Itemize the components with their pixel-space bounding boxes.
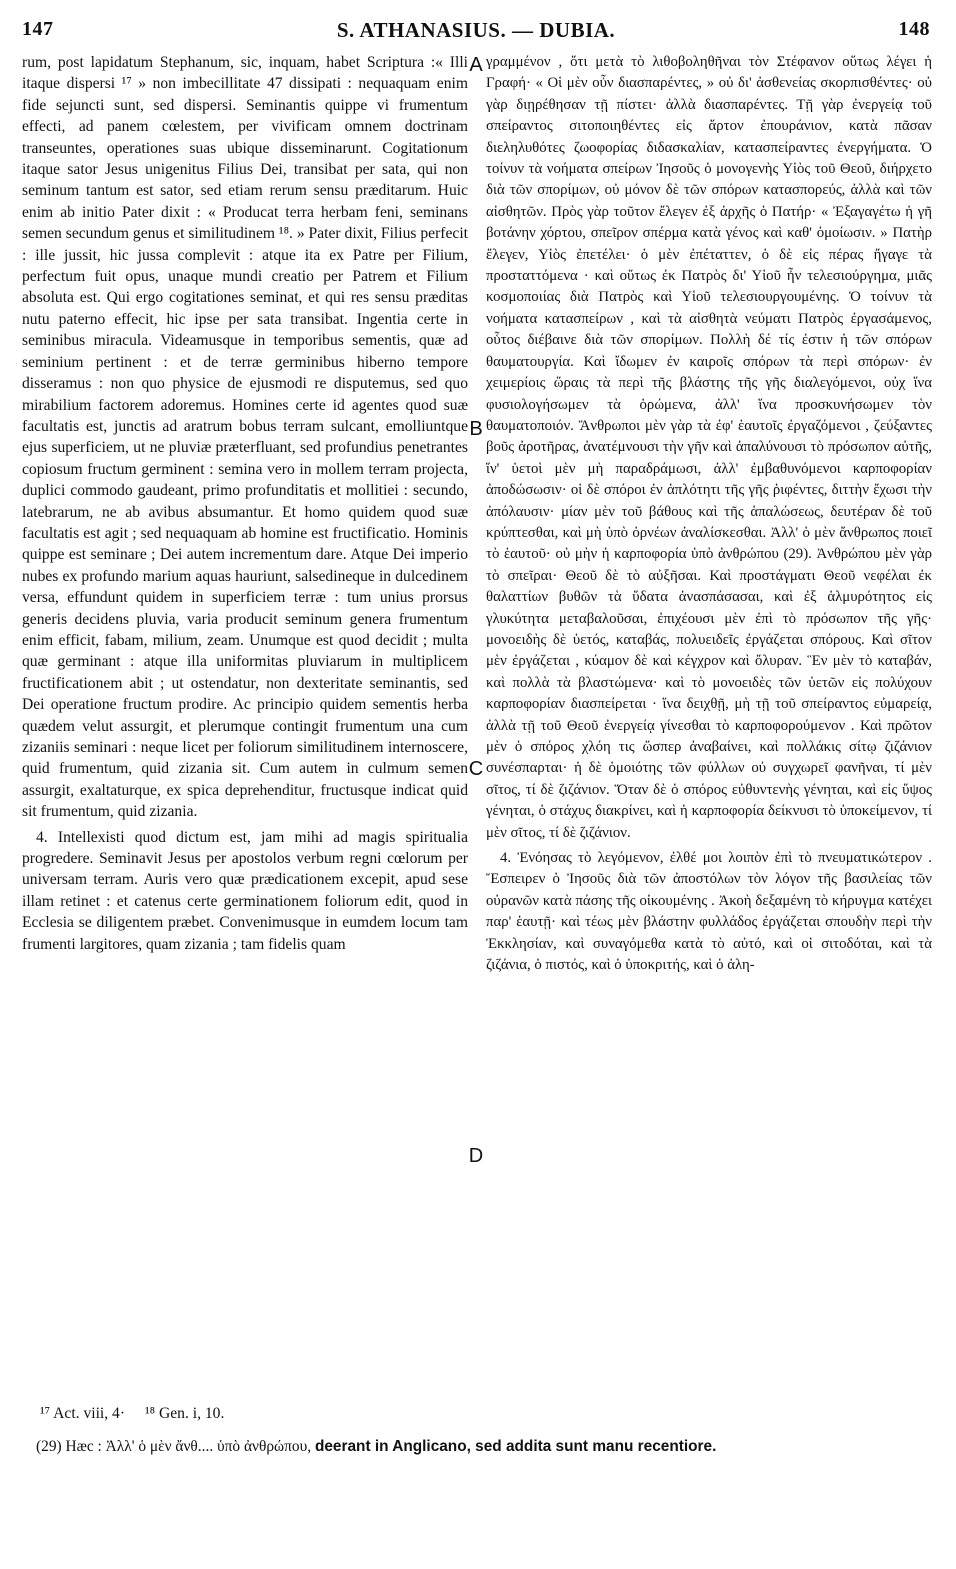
footnote-29 — [36, 1438, 930, 1456]
reference-17: ¹⁷ Act. viii, 4· — [40, 1405, 126, 1422]
reference-18: ¹⁸ Gen. i, 10. — [144, 1405, 225, 1422]
page-header — [22, 18, 930, 44]
running-title: S. ATHANASIUS. — DUBIA. — [336, 18, 616, 42]
greek-paragraph-3: γραμμένον , ὅτι μετὰ τὸ λιθοβοληθῆναι τὸν Στέφανον οὕτως λέγει ἡ Γραφή· « Οἱ μὲν οὖν διασπαρέντες, » οὐ δι' ἀσθενείας σκορπισθέντες· οὐ γὰρ διῃρέθησαν τῇ πίστει· ἀλλὰ διασπαρέντες. Τῇ γὰρ ἐνεργείᾳ τοῦ σπείραντος σιτοποιηθέντες εἰς ἄρτον ἐπουράνιον, κατὰ πᾶσαν διεληλυθότες ζωοφορίας διδασκαλίαν, κατασπείραντες ἐνεργήματα. Ὁ τοίνυν τὰ νοήματα σπείρων Ἰησοῦς ὁ μονογενὴς Υἱὸς τοῦ Θεοῦ, διήρχετο διὰ τῶν σπορίμων, οὐ μόνον δὲ τῶν σπόρων κατασπορεύς, ἀλλὰ καὶ τῶν αἰσθητῶν. Πρὸς γὰρ τοῦτον ἔλεγεν ἐξ ἀρχῆς ὁ Πατήρ· « Ἐξαγαγέτω ἡ γῆ βοτάνην χόρτου, σπεῖρον σπέρμα κατὰ γένος καὶ καθ' ὁμοίωσιν. » Πατὴρ ἔλεγεν, Υἱὸς ἐπετέλει· ὁ μὲν ἐπέταττεν, ὁ δὲ εἰς πέρας ἤγαγε τὰ προσταττόμενα · καὶ οὕτως ἐκ Πατρὸς δι' Υἱοῦ ἦν τελεσιούργημα, μιᾶς κοσμοποιίας διὰ Πατρὸς καὶ Υἱοῦ τελεσιουργουμένης. Ὁ τοίνυν τὰ νοήματα κατασπείρων , καὶ τὰ αἰσθητὰ νεύματι Πατρὸς ἐργασάμενος, οὗτος διέβαινε διὰ τῶν σπορίμων. Πολλὴ δέ τίς ἐστιν ἡ τῶν σπόρων θαυματουργία. Καὶ ἴδωμεν ἐν καιροῖς σπόρων τὰ περὶ σπόρων· ἐν χειμερίοις ὥραις τὰ περὶ τῆς βλάστης τῆς γῆς διαλεγόμενοι, οὐχ ἵνα φυσιολογήσωμεν τὰ ὁρώμενα, ἀλλ' ἵνα προσκυνήσωμεν τὸν θαυματοποιόν. Ἄνθρωποι μὲν γὰρ τὰ ἐφ' ἑαυτοῖς ἐργαζόμενοι , ζεύξαντες βοῦς ἀροτῆρας, ἀνατέμνουσι τὴν γῆν καὶ ἁπαλύνουσι τὸ πρόσωπον αὐτῆς, ἵν' ὑετοὶ μὲν μὴ παραδράμωσι, ἀλλ' ἐμβαθυνόμενοι καρποφορίαν ἀποδώσωσιν· οἱ δὲ σπόροι ἐν ἁπλότητι τῆς γῆς ῥιφέντες, διττὴν ἔχωσι τὴν ἀπόλαυσιν· μίαν μὲν τοῦ βάθους καὶ τῆς ἁπαλώσεως, δευτέραν δὲ τοῦ κρύπτεσθαι, καὶ μὴ ὑπὸ ὀρνέων ἀναλίσκεσθαι. Ἀλλ' ὁ μὲν ἄνθρωπος ποιεῖ τὸ ἑαυτοῦ· οὐ μὴν ἡ καρποφορία ὑπὸ ἀνθρώπου (29). Ἀνθρώπου μὲν γὰρ τὸ σπεῖραι· Θεοῦ δὲ τὸ αὐξῆσαι. Καὶ προστάγματι Θεοῦ νεφέλαι ἐκ θαλαττίων βυθῶν τὰ ὕδατα ἀνασπάσασαι, καὶ ἐξ ἁλμυρότητος εἰς γλυκύτητα μεταβαλοῦσαι, ἐπιχέουσι μὲν ἐπὶ τὸ πρόσωπον τῆς γῆς· μονοειδὴς δὲ ὑετός, καταβάς, πολυειδεῖς ἐργάζεται σπόρους. Καὶ σῖτον μὲν ἐργάζεται , κύαμον δὲ καὶ κέγχρον καὶ ὄλυραν. Ἓν μὲν τὸ καταβάν, καὶ πολλὰ τὰ βλαστώμενα· καὶ τὸ μονοειδὲς τῶν ὑετῶν εἰς πολύχουν καρποφορίαν διασπείρεται · ἵνα δειχθῇ, μὴ τῇ τοῦ σπείραντος εὐμαρείᾳ, ἀλλὰ τῇ τοῦ Θεοῦ ἐνεργείᾳ γίνεσθαι τὸ καρποφορούμενον . Καὶ πρῶτον μὲν ὁ σπόρος χλόη τις ὥσπερ ἀναβαίνει, καὶ πολλάκις σίτῳ ζιζάνιον συνέσπαρται· ἡ δὲ ὁμοιότης τῶν φύλλων οὐ συγχωρεῖ φανῆναι, τί μὲν σῖτος, τί δὲ ζιζάνιον. Ὅταν δὲ ὁ σπόρος εὐθυντενὴς γένηται, καὶ εἰς ὕψος γένηται, ὁ στάχυς διακρίνει, καὶ ἡ καρποφορία δείκνυσι τὸ ὑποκείμενον, τί μὲν σῖτος, τί δὲ ζιζάνιον. — [486, 54, 932, 841]
footnote-note: deerant in Anglicano, sed addita sunt manu recentiore. — [314, 1438, 717, 1455]
scripture-references — [40, 1405, 240, 1423]
greek-column — [486, 52, 932, 1472]
page-number-right: 148 — [898, 18, 930, 40]
column-marker-d: D — [468, 1145, 484, 1167]
latin-column — [22, 52, 468, 1472]
latin-paragraph-3: rum, post lapidatum Stephanum, sic, inquam, habet Scriptura :« Illi itaque dispersi ¹⁷ » non imbecillitate 47 dissipati : nequaquam enim fide sejuncti sunt, sed dispersi. Seminantis quippe vi frumentum effecti, ad panem cœlestem, per vivificam omnem doctrinam transeuntes, operationes suas ubique disseminarunt. Cogitationum itaque sator Jesus unigenitus Filius Dei, transibat per sata, qui non seminum tantum est sator, sed etiam rerum sensu præditarum. Huic enim ab initio Pater dixit : « Producat terra herbam feni, seminans semen secundum genus et similitudinem ¹⁸. » Pater dixit, Filius perfecit : ille jussit, hic jussa complevit : atque ita ex Patre per Filium, perfectum fuit opus, unaque mundi creatio per Patrem et Filium absoluta est. Qui ergo cogitationes seminat, et qui res sensu præditas nutu paterno effecit, hic ipse per sata transibat. Ingentia certe in seminibus miracula. Videamusque in temporibus sementis, quæ ad seminium pertinent : et de terræ germinibus hiberno tempore disseramus : non quo physice de ejusmodi re disputemus, sed quo mirabilium factorem adoremus. Homines certe id agentes quod suæ facultatis est, junctis ad aratrum bobus terram sulcant, emolliuntque ejus superficiem, ut ne pluviæ præterfluant, sed profundius penetrantes copiosum fructum germinent : semina vero in mollem terram projecta, duplici commodo gaudeant, primo profunditatis et mollitiei : secundo, latebrarum, ne ab avibus absumantur. Et homo quidem quod suæ facultatis est agit ; sed nequaquam ab homine est fructificatio. Hominis quippe est seminare ; Dei autem incrementum dare. Atque Dei imperio nubes ex profundo marium aquas hauriunt, salsedineque in dulcedinem versa, effundunt quidem in superficiem terræ : tum unius prorsus generis decidens pluvia, varia producit seminum genera frumentum enim efficit, fabam, milium, zeam. Unumque est quod decidit ; multa quæ germinant : atque illa uniformitas pluviarum in multiplicem fructificationem abit ; ut ostendatur, non dexteritate seminantis, sed Dei operatione fructum prodire. Ac principio quidem sementis herba quædem velut assurgit, et plerumque contingit frumentum una cum zizaniis seminari : neque licet per foliorum similitudinem internoscere, quid frumentum, quid zizania sit. Cum autem in culmum semen assurgit, exaltaturque, ex spica deprehenditur, fructusque indicat quid sit frumentum, quid zizania. — [22, 54, 468, 821]
column-marker-b: B — [469, 418, 483, 440]
latin-paragraph-4: 4. Intellexisti quod dictum est, jam mihi ad magis spiritualia progredere. Seminavit Jesus per apostolos verbum regni cœlorum per universam terram. Auris vero quæ prædicationem excepit, apud sese illam retinet : et catenus certe germinationem foliorum edit, quod in Ecclesia se diligentem præbet. Convenimusque in eumdem locum tam frumenti largitores, quam zizania ; tam fidelis quam — [22, 828, 468, 953]
column-marker-c: C — [468, 758, 484, 780]
page-number-left: 147 — [22, 18, 54, 40]
column-marker-a: A — [469, 54, 483, 76]
greek-paragraph-4: 4. Ἐνόησας τὸ λεγόμενον, ἐλθέ μοι λοιπὸν ἐπὶ τὸ πνευματικώτερον . Ἔσπειρεν ὁ Ἰησοῦς διὰ τῶν ἀποστόλων τὸν λόγον τῆς βασιλείας τῶν οὐρανῶν κατὰ πάσης τῆς οἰκουμένης . Ἀκοὴ δεξαμένη τὸ κήρυγμα κατέχει παρ' ἑαυτῇ· καὶ τέως μὲν βλάστην φυλλάδος ἐργάζεται σπουδὴν περὶ τὴν Ἐκκλησίαν, καὶ συναγόμεθα κατὰ τὸ αὐτό, καὶ οἱ σιτοδόται, καὶ τὰ ζιζάνια, ὁ πιστός, καὶ ὁ ὑποκριτής, καὶ ὁ ἀλη- — [486, 850, 932, 974]
footnote-text: (29) Hæc : Ἀλλ' ὁ μὲν ἄνθ.... ὑπὸ ἀνθρώπου, — [36, 1438, 312, 1455]
